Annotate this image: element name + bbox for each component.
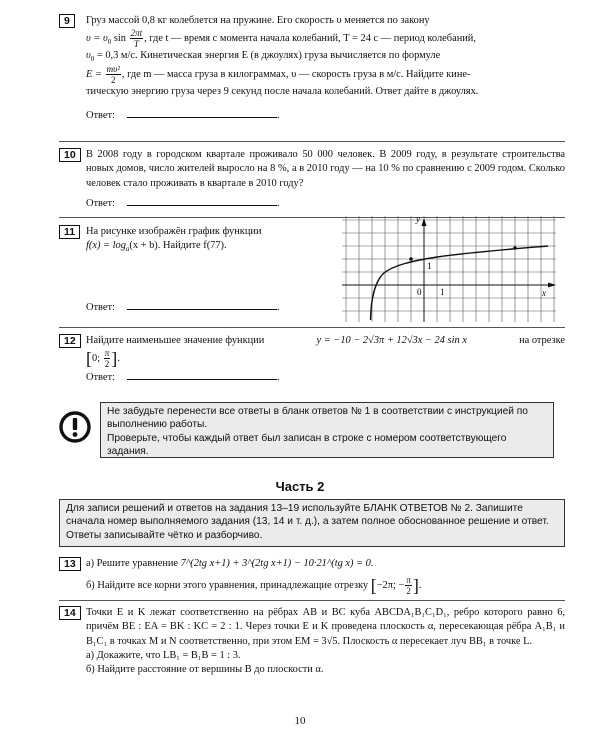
problem-text: Точки E и K лежат соответственно на рёбрах AB и BC куба ABCDA₁B₁C₁D₁, ребро которого равно 6, причём BE : EA = BK : KC = 2 : 1. Через точки E и K проведена плоскость α, пересекающая рёбра A₁B₁ и B₁C₁ в точках M и N соответственно, при этом EM = 3√5. Плоскость α пересекает луч BB₁ в точке L. а) Докажите, что LB₁ = B₁B = 1 : 3. б) Найдите расстояние от вершины B до плоскости α. bbox=[86, 607, 565, 676]
function-curve bbox=[371, 246, 549, 320]
problem-9 bbox=[59, 14, 565, 123]
origin-label: 0 bbox=[417, 287, 422, 297]
answer-field[interactable] bbox=[127, 301, 277, 310]
page-number: 10 bbox=[294, 715, 306, 727]
part-2-heading: Часть 2 bbox=[275, 479, 325, 494]
problem-text: Найдите наименьшее значение функции y = −10 − 2√3π + 12√3x − 24 sin x на отрезке [0; $\frac{\pi}{2}$ ]. Ответ: . bbox=[86, 334, 565, 386]
problem-number: 9 bbox=[59, 14, 75, 28]
answer-row: Ответ: . bbox=[86, 372, 280, 384]
problem-number: 14 bbox=[59, 606, 81, 620]
answer-field[interactable] bbox=[127, 371, 277, 380]
fraction: $\frac{2\pi t}{T}$ bbox=[130, 28, 143, 50]
fraction: $\frac{\pi}{2}$ bbox=[406, 575, 411, 597]
fraction: $\frac{\pi}{2}$ bbox=[104, 348, 110, 370]
divider bbox=[59, 141, 565, 142]
problem-text: На рисунке изображён график функции $f(x) = \log_a(x + b)$. Найдите f(77). bbox=[86, 226, 262, 254]
y-axis-arrow bbox=[422, 218, 427, 226]
y-tick-label: 1 bbox=[427, 261, 432, 271]
fraction: $\frac{\text{mυ²}}{2}$ bbox=[106, 63, 120, 85]
problem-10 bbox=[59, 148, 565, 211]
function-graph bbox=[342, 216, 556, 322]
problem-14 bbox=[59, 606, 565, 678]
reminder-box: Не забудьте перенести все ответы в бланк ответов № 1 в соответствии с инструкцией по выполнению работы. Проверьте, чтобы каждый ответ был записан в строке с номером соответствующего задания. bbox=[100, 402, 554, 458]
problem-number: 13 bbox=[59, 557, 81, 571]
graph-point bbox=[409, 257, 413, 261]
x-axis-arrow bbox=[548, 283, 556, 288]
problem-13 bbox=[59, 557, 565, 596]
divider bbox=[59, 327, 565, 328]
answer-field[interactable] bbox=[127, 109, 277, 118]
exclamation-icon bbox=[58, 410, 92, 444]
problem-12 bbox=[59, 334, 565, 386]
graph-point bbox=[513, 246, 517, 250]
problem-number: 12 bbox=[59, 334, 81, 348]
x-tick-label: 1 bbox=[440, 287, 445, 297]
grid bbox=[342, 216, 556, 322]
x-axis-label: x bbox=[542, 288, 546, 298]
instructions-box: Для записи решений и ответов на задания 13–19 используйте БЛАНК ОТВЕТОВ № 2. Запишите сначала номер выполняемого задания (13, 14 и т. д.), а затем полное обоснованное решение и ответ. Ответы записывайте чётко и разборчиво. bbox=[59, 499, 565, 547]
problem-text: Груз массой 0,8 кг колеблется на пружине. Его скорость υ меняется по закону $\upsilon = \upsilon_0$ sin $\frac{2\pi t}{T}$ , где t — время с момента начала колебаний, T = 24 с — период колебаний, $\upsilon_0 = 0,3$ м/с. Кинетическая энергия E (в джоулях) груза вычисляется по формуле E = $\frac{\text{mυ²}}{2}$ , где m — масса груза в килограммах, υ — скорость груза в м/с. Найдите кине- тическую энергию груза через 9 секунд после начала колебаний. Ответ дайте в джоулях. Ответ: . bbox=[86, 14, 565, 123]
problem-number: 10 bbox=[59, 148, 81, 162]
divider bbox=[59, 600, 565, 601]
answer-row: Ответ: . bbox=[86, 302, 280, 313]
y-axis-label: y bbox=[416, 216, 420, 224]
problem-text: В 2008 году в городском квартале проживало 50 000 человек. В 2009 году, в результате строительства новых домов, число жителей выросло на 8 %, а в 2010 году — на 10 % по сравнению с 2009 годом. Сколько человек стало проживать в квартале в 2010 году? Ответ: . bbox=[86, 148, 565, 211]
problem-number: 11 bbox=[59, 225, 80, 239]
answer-field[interactable] bbox=[127, 197, 277, 206]
answer-row: Ответ: . bbox=[86, 110, 280, 122]
answer-row: Ответ: . bbox=[86, 198, 280, 210]
problem-text: а) Решите уравнение 7^(2tg x+1) + 3^(2tg x+1) − 10·21^(tg x) = 0. б) Найдите все корни этого уравнения, принадлежащие отрезку [−2π; − $\frac{\pi}{2}$ ]. bbox=[86, 558, 422, 597]
